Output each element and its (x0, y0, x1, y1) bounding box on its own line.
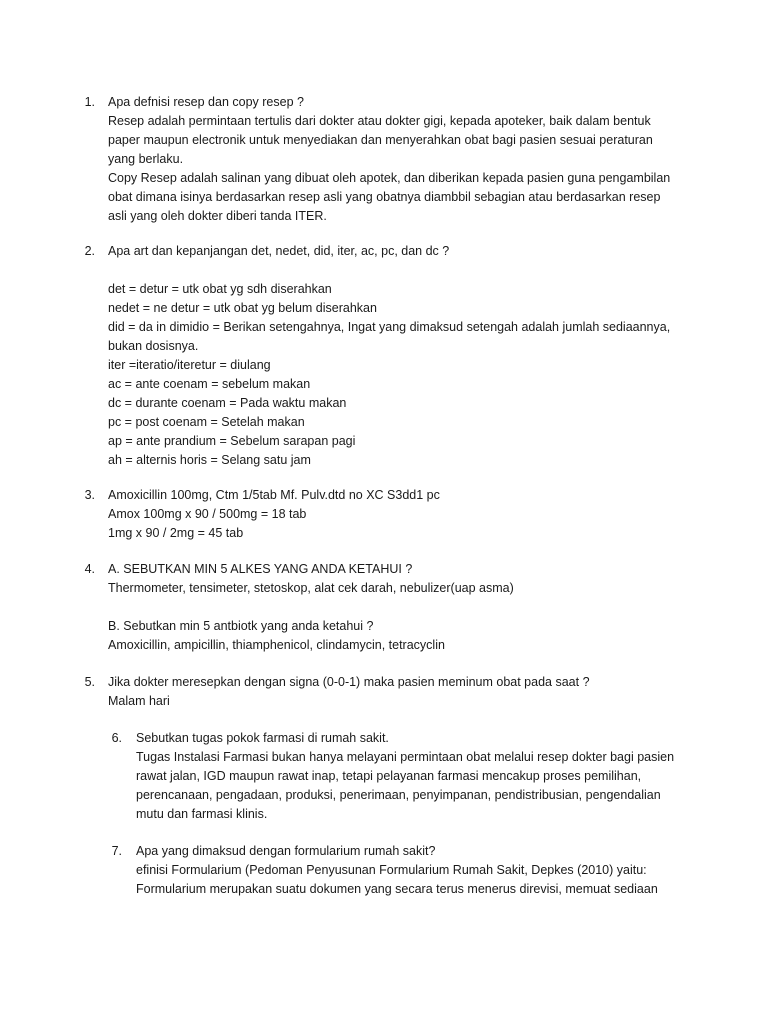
blank-line (108, 261, 670, 280)
question-number: 1. (84, 95, 95, 109)
question-text: Apa art dan kepanjangan det, nedet, did, iter, ac, pc, dan dc ? (108, 244, 450, 258)
answer-line: bukan dosisnya. (108, 339, 199, 353)
answer-line: ap = ante prandium = Sebelum sarapan pagi (108, 434, 356, 448)
answer-line: yang berlaku. (108, 152, 184, 166)
answer-line: obat dimana isinya berdasarkan resep asli yang obatnya diambbil sebagian atau berdasarkan resep (108, 190, 661, 204)
question-number: 6. (111, 731, 122, 745)
question-body (136, 729, 674, 824)
answer-line: iter =iteratio/iteretur = diulang (108, 358, 271, 372)
question-number: 7. (111, 844, 122, 858)
question-number: 3. (84, 488, 95, 502)
answer-line: ac = ante coenam = sebelum makan (108, 377, 311, 391)
answer-line: Tugas Instalasi Farmasi bukan hanya melayani permintaan obat melalui resep dokter bagi pasien (136, 750, 675, 764)
answer-line: mutu dan farmasi klinis. (136, 807, 268, 821)
question-body (108, 486, 440, 543)
question-text: Sebutkan tugas pokok farmasi di rumah sakit. (136, 731, 389, 745)
question-body (108, 93, 670, 226)
answer-line: perencanaan, pengadaan, produksi, penerimaan, penyimpanan, pendistribusian, pengendalian (136, 788, 661, 802)
question-number: 5. (84, 675, 95, 689)
question-body (108, 560, 514, 655)
question-text: Amoxicillin 100mg, Ctm 1/5tab Mf. Pulv.dtd no XC S3dd1 pc (108, 488, 440, 502)
answer-line: Formularium merupakan suatu dokumen yang secara terus menerus direvisi, memuat sediaan (136, 882, 658, 896)
answer-line: Copy Resep adalah salinan yang dibuat oleh apotek, dan diberikan kepada pasien guna pengambilan (108, 171, 671, 185)
answer-line: asli yang oleh dokter diberi tanda ITER. (108, 209, 327, 223)
question-text: Jika dokter meresepkan dengan signa (0-0-1) maka pasien meminum obat pada saat ? (108, 675, 590, 689)
question-text: Apa defnisi resep dan copy resep ? (108, 95, 304, 109)
answer-line: rawat jalan, IGD maupun rawat inap, tetapi pelayanan farmasi mencakup proses pemilihan, (136, 769, 642, 783)
answer-line: det = detur = utk obat yg sdh diserahkan (108, 282, 332, 296)
question-body (136, 842, 658, 899)
answer-line: Malam hari (108, 694, 170, 708)
question-text: Apa yang dimaksud dengan formularium rumah sakit? (136, 844, 436, 858)
answer-line: pc = post coenam = Setelah makan (108, 415, 305, 429)
answer-line: Amox 100mg x 90 / 500mg = 18 tab (108, 507, 307, 521)
answer-line: did = da in dimidio = Berikan setengahnya, Ingat yang dimaksud setengah adalah jumlah sediaannya, (108, 320, 671, 334)
question-body (108, 242, 670, 470)
answer-line: nedet = ne detur = utk obat yg belum diserahkan (108, 301, 377, 315)
answer-line: Thermometer, tensimeter, stetoskop, alat cek darah, nebulizer(uap asma) (108, 581, 514, 595)
answer-line: Resep adalah permintaan tertulis dari dokter atau dokter gigi, kepada apoteker, baik dalam bentuk (108, 114, 651, 128)
answer-line: ah = alternis horis = Selang satu jam (108, 453, 311, 467)
question-number: 2. (84, 244, 95, 258)
question-text: B. Sebutkan min 5 antbiotk yang anda ketahui ? (108, 619, 374, 633)
question-number: 4. (84, 562, 95, 576)
answer-line: efinisi Formularium (Pedoman Penyusunan Formularium Rumah Sakit, Depkes (2010) yaitu: (136, 863, 647, 877)
answer-line: dc = durante coenam = Pada waktu makan (108, 396, 347, 410)
blank-line (108, 598, 514, 617)
answer-line: Amoxicillin, ampicillin, thiamphenicol, clindamycin, tetracyclin (108, 638, 445, 652)
answer-line: 1mg x 90 / 2mg = 45 tab (108, 526, 244, 540)
question-body (108, 673, 590, 711)
question-text: A. SEBUTKAN MIN 5 ALKES YANG ANDA KETAHUI ? (108, 562, 413, 576)
answer-line: paper maupun electronik untuk menyediakan dan menyerahkan obat bagi pasien sesuai peraturan (108, 133, 653, 147)
